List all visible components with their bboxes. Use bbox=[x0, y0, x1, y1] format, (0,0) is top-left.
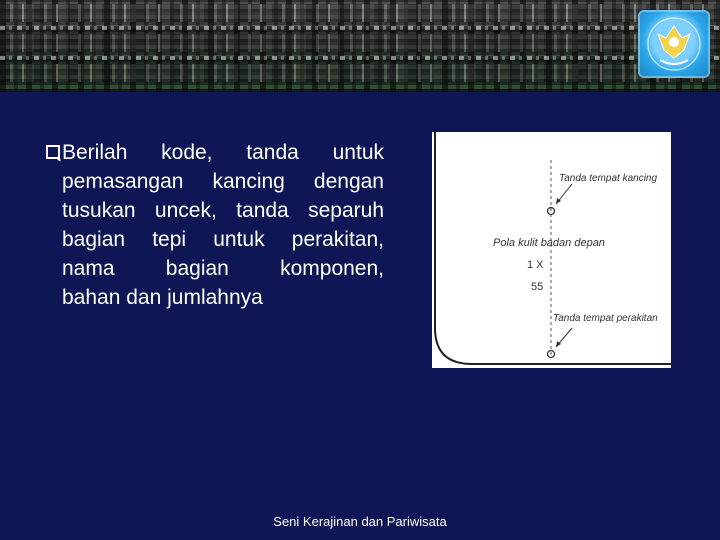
tut-wuri-handayani-logo-icon bbox=[638, 10, 710, 78]
footer-text: Seni Kerajinan dan Pariwisata bbox=[273, 514, 447, 529]
label-code: 55 bbox=[531, 281, 544, 293]
bullet-text bbox=[46, 138, 384, 312]
banner-stripe bbox=[0, 56, 720, 60]
label-count: 1 X bbox=[527, 259, 544, 271]
header-banner bbox=[0, 0, 720, 92]
label-assembly-mark: Tanda tempat perakitan bbox=[553, 313, 658, 324]
bullet-line-3: tusukan uncek, tanda separuh bbox=[62, 199, 384, 222]
checkbox-bullet-icon bbox=[46, 145, 60, 159]
bullet-first-line bbox=[46, 138, 384, 167]
bullet-line-1: Berilah kode, tanda untuk bbox=[62, 141, 384, 164]
banner-pattern bbox=[0, 4, 720, 22]
bullet-line-6: bahan dan jumlahnya bbox=[62, 286, 263, 309]
bullet-line-5: nama bagian komponen, bbox=[62, 257, 384, 280]
bullet-line-4: bagian tepi untuk perakitan, bbox=[62, 228, 384, 251]
banner-pattern bbox=[0, 34, 720, 52]
banner-stripe bbox=[0, 26, 720, 30]
label-pattern-piece: Pola kulit badan depan bbox=[493, 237, 605, 249]
bullet-line-2: pemasangan kancing dengan bbox=[62, 170, 384, 193]
pattern-diagram bbox=[432, 132, 671, 368]
banner-pattern bbox=[0, 64, 720, 82]
label-button-mark: Tanda tempat kancing bbox=[559, 173, 658, 184]
